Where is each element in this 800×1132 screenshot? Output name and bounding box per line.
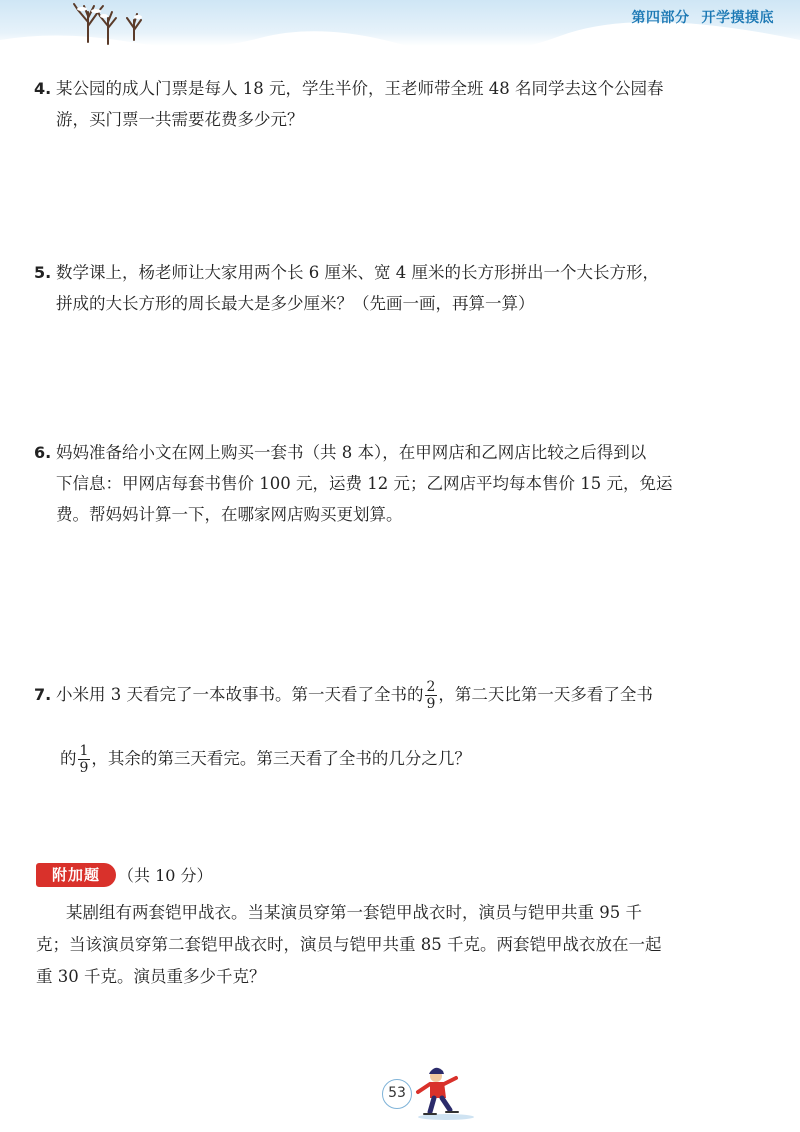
header-section-label — [632, 7, 775, 27]
problem-number: 4. — [34, 79, 52, 98]
bonus-problem — [36, 897, 776, 993]
fraction-numerator: 1 — [79, 743, 89, 759]
header-title: 开学摸摸底 — [701, 10, 774, 26]
problem-number: 5. — [34, 263, 52, 282]
problem-text-line: 某公园的成人门票是每人 18 元，学生半价，王老师带全班 48 名同学去这个公园春 — [56, 79, 664, 98]
problem-4 — [34, 73, 770, 135]
bonus-tag: 附加题 — [36, 863, 116, 887]
text-segment: ，第二天比第一天多看了全书 — [438, 685, 653, 704]
problem-7 — [34, 663, 770, 791]
problem-text-line: 拼成的大长方形的周长最大是多少厘米？（先画一画，再算一算） — [56, 294, 535, 313]
bonus-text-line: 重 30 千克。演员重多少千克？ — [36, 967, 266, 986]
fraction-denominator: 9 — [426, 696, 436, 712]
fraction-one-ninth — [78, 743, 91, 776]
problem-text-line: 妈妈准备给小文在网上购买一套书（共 8 本），在甲网店和乙网店比较之后得到以 — [56, 443, 647, 462]
problem-text-line — [34, 727, 770, 791]
fraction-two-ninths — [425, 679, 438, 712]
problem-text-line: 下信息：甲网店每套书售价 100 元，运费 12 元；乙网店平均每本售价 15 元，免运 — [56, 474, 673, 493]
text-segment: ，其余的第三天看完。第三天看了全书的几分之几？ — [91, 749, 471, 768]
problem-6 — [34, 437, 770, 530]
problem-number: 6. — [34, 443, 52, 462]
problem-text-line: 费。帮妈妈计算一下，在哪家网店购买更划算。 — [56, 505, 403, 524]
bonus-score: （共 10 分） — [118, 866, 213, 885]
problem-number: 7. — [34, 685, 52, 704]
fraction-numerator: 2 — [426, 679, 436, 695]
bonus-text-line: 某剧组有两套铠甲战衣。当某演员穿第一套铠甲战衣时，演员与铠甲共重 95 千 — [66, 903, 642, 922]
text-segment: 的 — [60, 749, 77, 768]
problem-text-line: 游，买门票一共需要花费多少元？ — [56, 110, 304, 129]
problem-text-line: 数学课上，杨老师让大家用两个长 6 厘米、宽 4 厘米的长方形拼出一个大长方形， — [56, 263, 659, 282]
header-section: 第四部分 — [631, 10, 690, 26]
bonus-text-line: 克；当该演员穿第二套铠甲战衣时，演员与铠甲共重 85 千克。两套铠甲战衣放在一起 — [36, 935, 662, 954]
page-number: 53 — [382, 1079, 412, 1109]
fraction-denominator: 9 — [79, 760, 89, 776]
problem-text-line — [34, 663, 770, 727]
problem-5 — [34, 257, 770, 319]
text-segment: 小米用 3 天看完了一本故事书。第一天看了全书的 — [56, 685, 424, 704]
